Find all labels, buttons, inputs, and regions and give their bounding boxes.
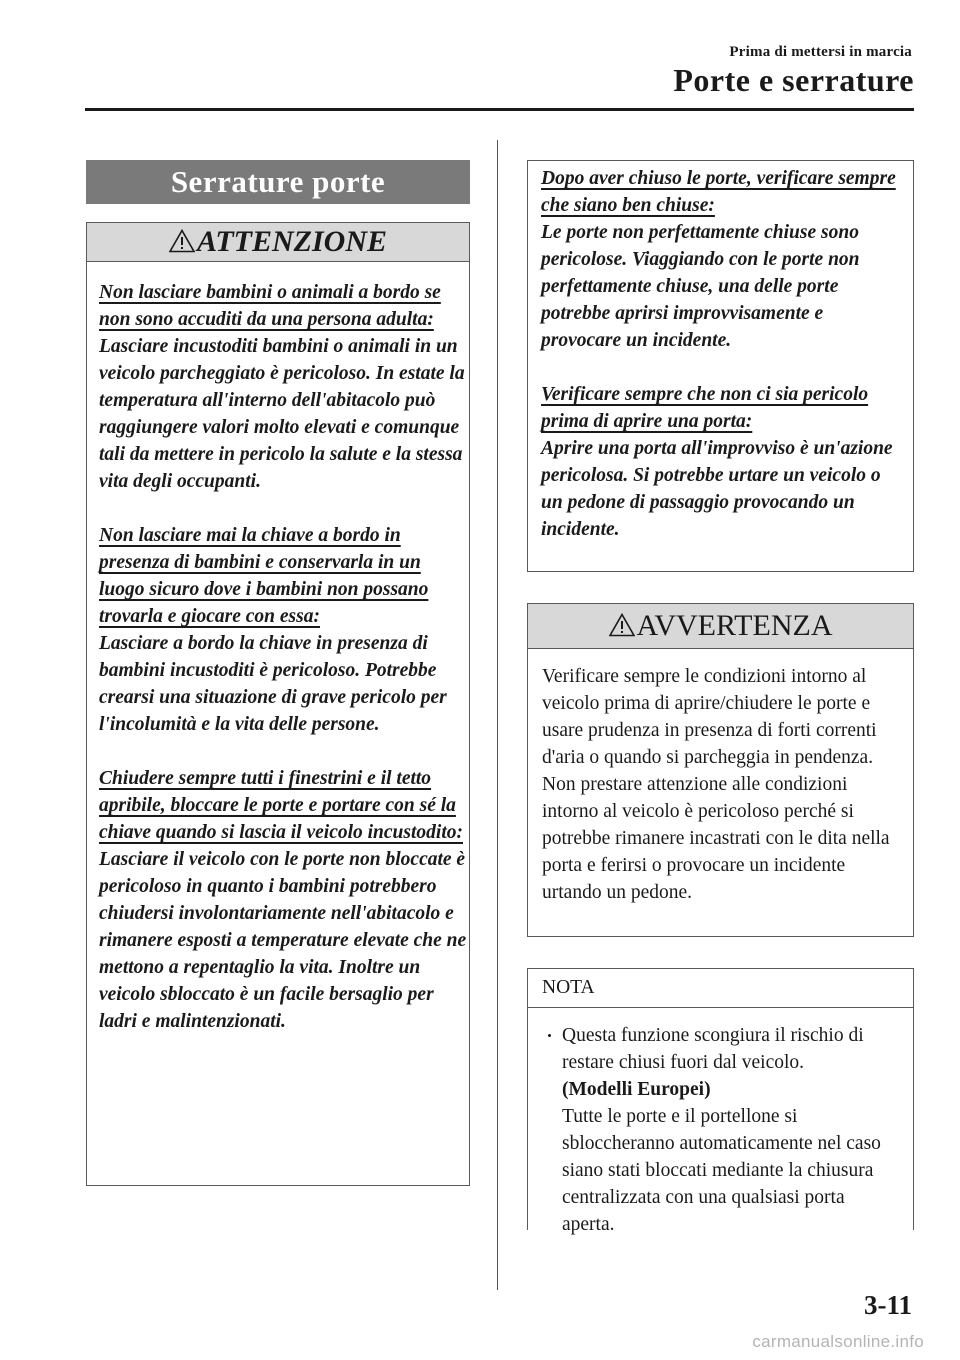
watermark: carmanualsonline.info [752,1332,924,1351]
avvertenza-header [528,604,913,649]
attenzione-heading: Non lasciare bambini o animali a bordo se non sono accuditi da una persona adulta: [99,282,441,330]
attenzione-header [87,223,469,262]
attenzione-heading: Non lasciare mai la chiave a bordo in presenza di bambini e conservarla in un luogo sicuro dove i bambini non possano trovarla e giocare con essa: [99,525,429,627]
attenzione-text: Le porte non perfettamente chiuse sono pericolose. Viaggiando con le porte non perfettamente chiuse, una delle porte potrebbe aprirsi improvvisamente e provocare un incidente. [541,222,860,351]
avvertenza-text: Verificare sempre le condizioni intorno al veicolo prima di aprire/chiudere le porte e usare prudenza in presenza di forti correnti d'aria o quando si parcheggia in pendenza. Non prestare attenzione alle condizioni intorno al veicolo è pericoloso perché si potrebbe rimanere incastrati con le dita nella porta e ferirsi o provocare un incidente urtando un pedone. [542,666,890,903]
warning-triangle-icon [169,229,195,253]
nota-item-subtext: Tutte le porte e il portellone si sbloccheranno automaticamente nel caso siano stati bloccati mediante la chiusura centralizzata con una qualsiasi porta aperta. [562,1106,881,1235]
attenzione-text: Aprire una porta all'improvviso è un'azione pericolosa. Si potrebbe urtare un veicolo o un pedone di passaggio provocando un incidente. [541,438,893,540]
attenzione-continued-body [528,161,913,543]
attenzione-heading: Dopo aver chiuso le porte, verificare sempre che siano ben chiuse: [541,168,896,216]
nota-header: NOTA [528,969,913,1008]
warning-triangle-icon [609,613,635,637]
attenzione-heading: Verificare sempre che non ci sia pericolo prima di aprire una porta: [541,384,869,432]
section-title: Serrature porte [86,160,470,204]
attenzione-text: Lasciare incustoditi bambini o animali in un veicolo parcheggiato è pericoloso. In estate la temperatura all'interno dell'abitacolo può raggiungere valori molto elevati e comunque tali da mettere in pericolo la salute e la stessa vita degli occupanti. [99,336,465,492]
attenzione-label: ATTENZIONE [196,225,388,258]
nota-list-item [540,1022,901,1238]
attenzione-paragraph [99,279,469,495]
attenzione-text: Lasciare il veicolo con le porte non bloccate è pericoloso in quanto i bambini potrebbero chiudersi involontariamente nell'abitacolo e rimanere esposti a temperature elevate che ne mettono a repentaglio la vita. Inoltre un veicolo sbloccato è un facile bersaglio per ladri e malintenzionati. [99,849,467,1032]
attenzione-body [87,262,469,1035]
nota-item-text: Questa funzione scongiura il rischio di restare chiusi fuori dal veicolo. [562,1025,864,1073]
page-title: Porte e serrature [673,62,914,98]
avvertenza-box [527,603,914,937]
attenzione-text: Lasciare a bordo la chiave in presenza di bambini incustoditi è pericoloso. Potrebbe crearsi una situazione di grave pericolo per l'incolumità e la vita delle persone. [99,633,447,735]
attenzione-paragraph [541,165,901,354]
page-number: 3-11 [863,1290,912,1320]
attenzione-heading: Chiudere sempre tutti i finestrini e il tetto apribile, bloccare le porte e portare con sé la chiave quando si lascia il veicolo incustodito: [99,768,463,843]
column-divider [497,140,498,1290]
nota-list [528,1008,913,1238]
chapter-title: Prima di mettersi in marcia [729,44,912,60]
attenzione-box [86,222,470,1186]
attenzione-paragraph [541,381,901,543]
nota-box [527,968,914,1235]
avvertenza-label: AVVERTENZA [636,609,833,642]
nota-item-subheading: (Modelli Europei) [562,1079,711,1100]
attenzione-continued-box [527,160,914,572]
attenzione-paragraph [99,765,469,1035]
attenzione-paragraph [99,522,469,738]
header-divider [85,108,914,111]
